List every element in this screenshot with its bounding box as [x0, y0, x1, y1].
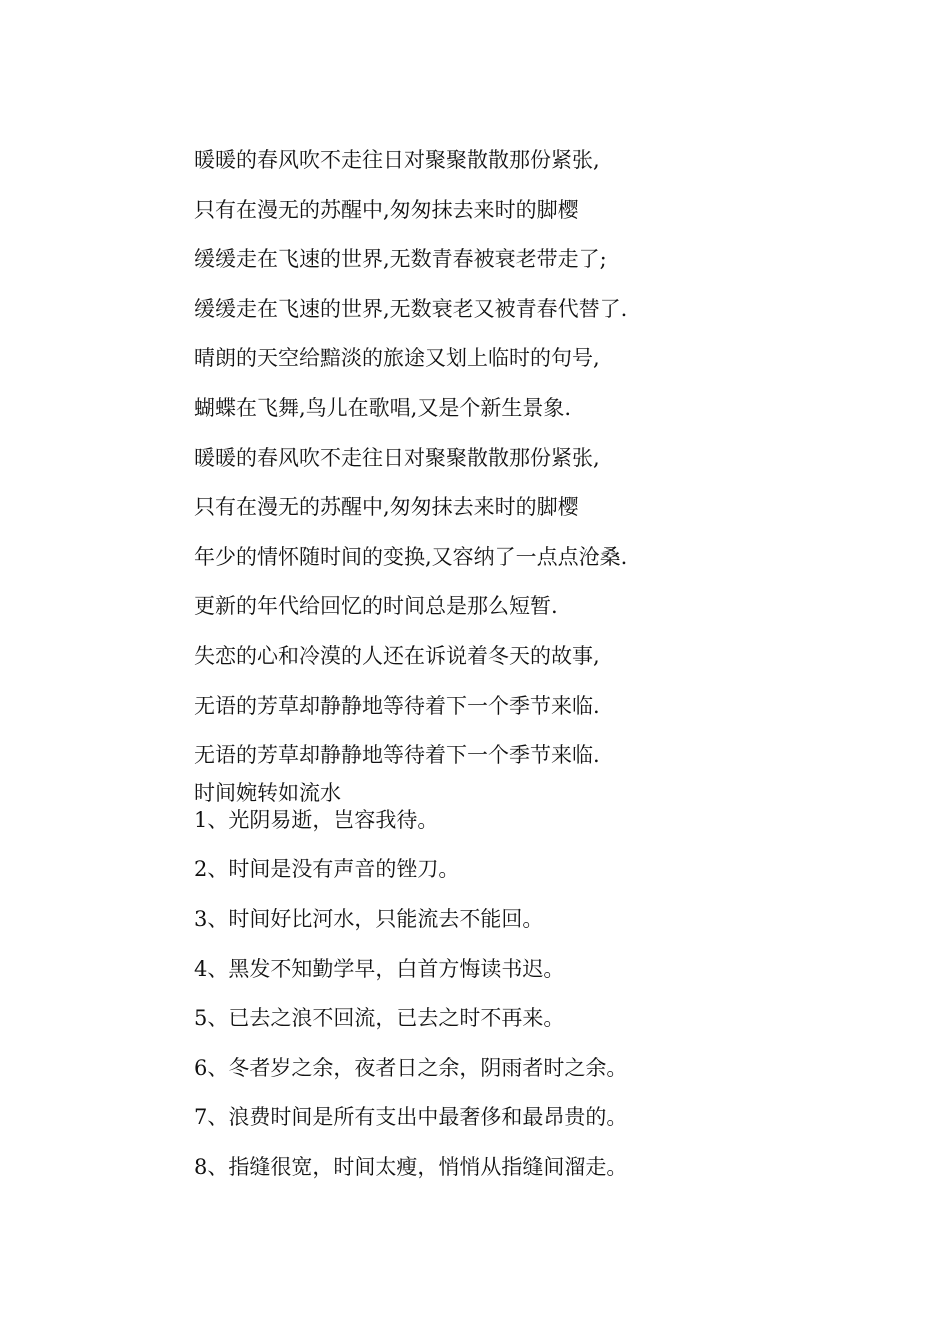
list-item: 2、时间是没有声音的锉刀。: [194, 857, 460, 882]
poem-line: 无语的芳草却静静地等待着下一个季节来临.: [194, 693, 600, 718]
poem-line: 暖暖的春风吹不走往日对聚聚散散那份紧张,: [194, 148, 600, 172]
list-item: 1、光阴易逝，岂容我待。: [194, 807, 439, 832]
poem-line: 晴朗的天空给黯淡的旅途又划上临时的句号,: [194, 346, 600, 371]
list-item: 6、冬者岁之余，夜者日之余，阴雨者时之余。: [194, 1055, 628, 1080]
poem-line: 年少的情怀随时间的变换,又容纳了一点点沧桑.: [194, 544, 628, 569]
poem-line: 缓缓走在飞速的世界,无数青春被衰老带走了;: [194, 247, 607, 272]
poem-line: 更新的年代给回忆的时间总是那么短暂.: [194, 594, 558, 619]
poem-line: 蝴蝶在飞舞,鸟儿在歌唱,又是个新生景象.: [194, 395, 572, 420]
list-item: 5、已去之浪不回流，已去之时不再来。: [194, 1006, 565, 1031]
list-item: 3、时间好比河水，只能流去不能回。: [194, 906, 544, 931]
document-body: [194, 138, 874, 1201]
list-item: 7、浪费时间是所有支出中最奢侈和最昂贵的。: [194, 1105, 628, 1130]
poem-line: 无语的芳草却静静地等待着下一个季节来临.: [194, 743, 600, 768]
list-item: 8、指缝很宽，时间太瘦，悄悄从指缝间溜走。: [194, 1154, 628, 1179]
poem-line: 只有在漫无的苏醒中,匆匆抹去来时的脚樱: [194, 495, 579, 520]
section-title: 时间婉转如流水: [194, 780, 341, 805]
poem: [194, 138, 874, 783]
quote-list: [194, 805, 874, 1202]
poem-line: 暖暖的春风吹不走往日对聚聚散散那份紧张,: [194, 445, 600, 470]
poem-line: 失恋的心和冷漠的人还在诉说着冬天的故事,: [194, 643, 600, 668]
poem-line: 只有在漫无的苏醒中,匆匆抹去来时的脚樱: [194, 197, 579, 222]
list-item: 4、黑发不知勤学早，白首方悔读书迟。: [194, 956, 565, 981]
poem-line: 缓缓走在飞速的世界,无数衰老又被青春代替了.: [194, 296, 628, 321]
